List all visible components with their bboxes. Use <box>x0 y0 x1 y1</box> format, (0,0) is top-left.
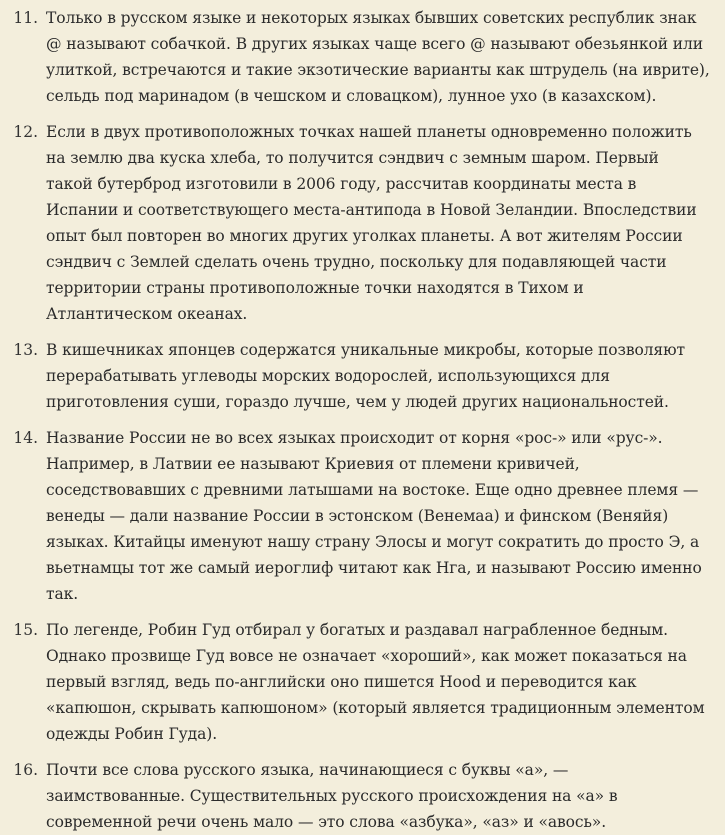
item-text: В кишечниках японцев содержатся уникальные микробы, которые позволяют перерабатывать углеводы морских водорослей, использующихся для приготовления суши, гораздо лучше, чем у людей других национальностей. <box>46 341 685 411</box>
item-number: 15. <box>13 621 38 639</box>
item-number: 12. <box>13 123 38 141</box>
item-number: 16. <box>13 761 38 779</box>
item-number: 13. <box>13 341 38 359</box>
item-text: Только в русском языке и некоторых языках бывших советских республик знак @ называют собачкой. В других языках чаще всего @ называют обезьянкой или улиткой, встречаются и такие экзотические варианты как штрудель (на иврите), сельдь под маринадом (в чешском и словацком), лунное ухо (в казахском). <box>46 9 710 105</box>
list-item <box>0 337 725 415</box>
item-text: Название России не во всех языках происходит от корня «рос-» или «рус-». Например, в Латвии ее называют Криевия от племени кривичей, соседствовавших с древними латышами на востоке. Еще одно древнее племя — венеды — дали название России в эстонском (Венемаа) и финском (Веняйя) языках. Китайцы именуют нашу страну Элосы и могут сократить до просто Э, а вьетнамцы тот же самый иероглиф читают как Нга, и называют Россию именно так. <box>46 429 702 603</box>
list-item <box>0 119 725 327</box>
list-item <box>0 425 725 607</box>
item-text: Если в двух противоположных точках нашей планеты одновременно положить на землю два куска хлеба, то получится сэндвич с земным шаром. Первый такой бутерброд изготовили в 2006 году, рассчитав координаты места в Испании и соответствующего места-антипода в Новой Зеландии. Впоследствии опыт был повторен во многих других уголках планеты. А вот жителям России сэндвич с Землей сделать очень трудно, поскольку для подавляющей части территории страны противоположные точки находятся в Тихом и Атлантическом океанах. <box>46 123 697 323</box>
item-number: 14. <box>13 429 38 447</box>
list-item <box>0 5 725 109</box>
list-item <box>0 617 725 747</box>
item-number: 11. <box>13 9 38 27</box>
item-text: По легенде, Робин Гуд отбирал у богатых и раздавал награбленное бедным. Однако прозвище Гуд вовсе не означает «хороший», как может показаться на первый взгляд, ведь по-английски оно пишется Hood и переводится как «капюшон, скрывать капюшоном» (который является традиционным элементом одежды Робин Гуда). <box>46 621 705 743</box>
item-text: Почти все слова русского языка, начинающиеся с буквы «а», — заимствованные. Существительных русского происхождения на «а» в современной речи очень мало — это слова «азбука», «аз» и «авось». <box>46 761 618 831</box>
list-item <box>0 757 725 835</box>
